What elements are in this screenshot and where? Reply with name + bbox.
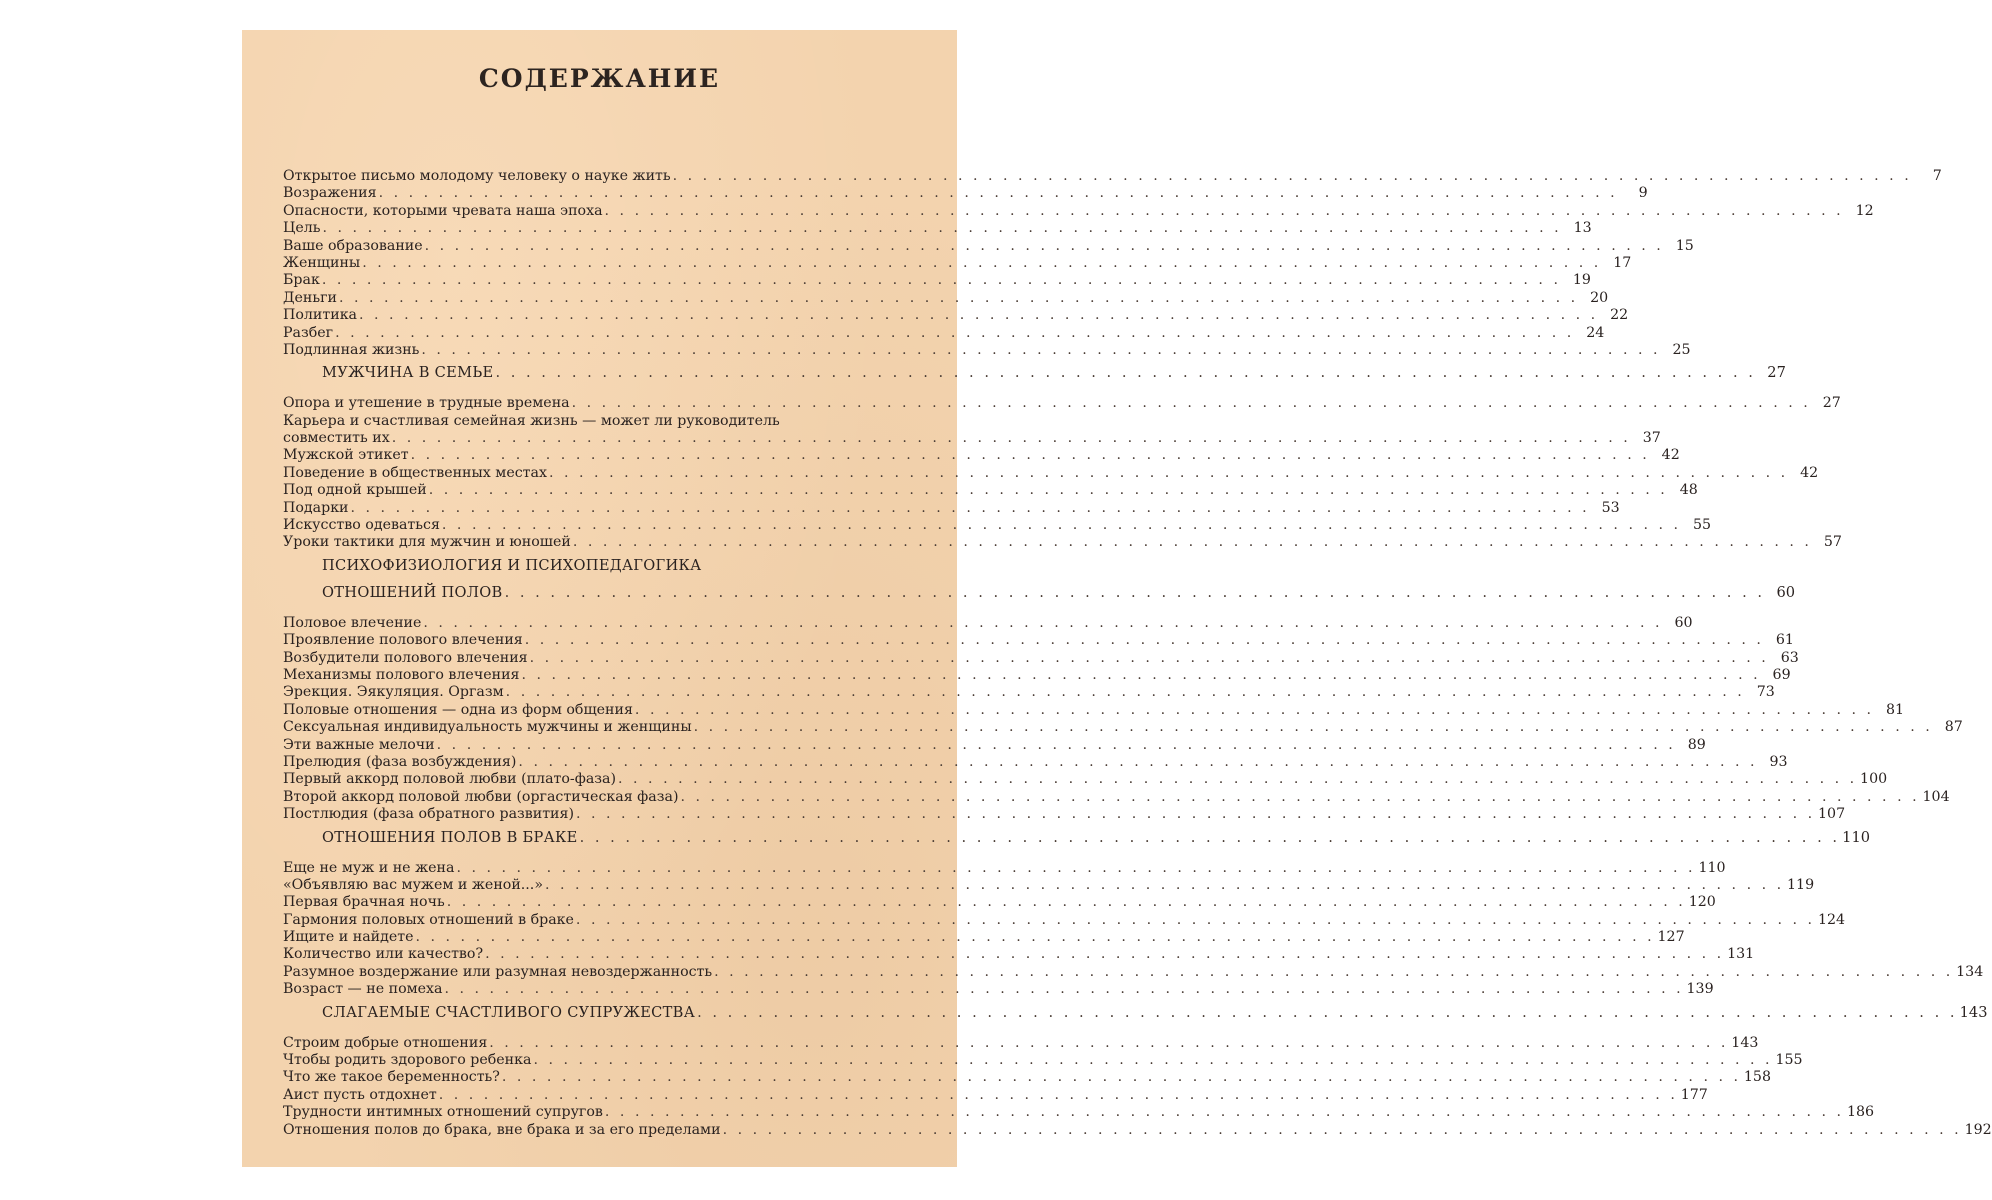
entry-title: Деньги (283, 289, 337, 306)
entry-title: Под одной крышей (283, 482, 427, 499)
section-title: МУЖЧИНА В СЕМЬЕ (322, 364, 494, 382)
dot-leader: . . . . . . . . . . . . . . . . . . . . . . . . . . . . . . . . . . . . . . . . . . . . . . . . . . . . . . . . . . . . . . . . . . . . . . . . . . . . . . . . . . . (529, 649, 1769, 666)
dot-leader: . . . . . . . . . . . . . . . . . . . . . . . . . . . . . . . . . . . . . . . . . . . . . . . . . . . . . . . . . . . . . . . . . . . . . . . . . . . . . . . . . . . (350, 499, 1590, 516)
dot-leader: . . . . . . . . . . . . . . . . . . . . . . . . . . . . . . . . . . . . . . . . . . . . . . . . . . . . . . . . . . . . . . . . . . . . . . . . . . . . . . . . . . . (521, 666, 1761, 683)
entry-title: Уроки тактики для мужчин и юношей (283, 534, 571, 551)
section-title: ОТНОШЕНИЙ ПОЛОВ (322, 583, 503, 601)
page-number: 27 (1822, 395, 1841, 412)
dot-leader: . . . . . . . . . . . . . . . . . . . . . . . . . . . . . . . . . . . . . . . . . . . . . . . . . . . . . . . . . . . . . . . . . . . . . . . . . . . . . . . . . . . (604, 202, 1844, 219)
toc-entry (283, 185, 1648, 202)
dot-leader: . . . . . . . . . . . . . . . . . . . . . . . . . . . . . . . . . . . . . . . . . . . . . . . . . . . . . . . . . . . . . . . . . . . . . . . . . . . . . . . . . . . (428, 482, 1668, 499)
entry-title: Подлинная жизнь (283, 341, 420, 358)
entry-title: Первый аккорд половой любви (плато-фаза) (283, 771, 617, 788)
entry-title: Строим добрые отношения (283, 1034, 488, 1051)
section-title: СЛАГАЕМЫЕ СЧАСТЛИВОГО СУПРУЖЕСТВА (322, 1003, 696, 1021)
dot-leader: . . . . . . . . . . . . . . . . . . . . . . . . . . . . . . . . . . . . . . . . . . . . . . . . . . . . . . . . . . . . . . . . . . . . . . . . . . . . . . . . . . . (378, 185, 1618, 202)
page-number: 104 (1922, 788, 1950, 805)
dot-leader: . . . . . . . . . . . . . . . . . . . . . . . . . . . . . . . . . . . . . . . . . . . . . . . . . . . . . . . . . . . . . . . . . . . . . . . . . . . . . . . . . . . (446, 894, 1686, 911)
page-number: 134 (1956, 963, 1984, 980)
entry-title: Половые отношения — одна из форм общения (283, 701, 633, 718)
toc-entry (283, 666, 1791, 684)
page-number: 110 (1842, 828, 1871, 846)
page-number: 192 (1964, 1121, 1992, 1138)
toc-entry (283, 395, 1841, 412)
entry-title: Ваше образование (283, 237, 423, 254)
page-number: 53 (1601, 499, 1620, 516)
dot-leader: . . . . . . . . . . . . . . . . . . . . . . . . . . . . . . . . . . . . . . . . . . . . . . . . . . . . . . . . . . . . . . . . . . . . . . . . . . . . . . . . . . . (423, 614, 1663, 631)
toc-entry (283, 1052, 1803, 1069)
entry-title: Половое влечение (283, 614, 422, 631)
dot-leader: . . . . . . . . . . . . . . . . . . . . . . . . . . . . . . . . . . . . . . . . . . . . . . . . . . . . . . . . . . . . . . . . . . . . . . . . . . . . . . . . . . . (415, 929, 1655, 946)
page-number: 131 (1727, 946, 1755, 963)
toc-entry (283, 534, 1842, 551)
page-number: 20 (1590, 289, 1609, 306)
toc-entry (283, 771, 1888, 788)
page-number: 42 (1661, 447, 1680, 464)
toc-entry (283, 220, 1592, 237)
page-number: 158 (1743, 1069, 1771, 1086)
entry-title: Первая брачная ночь (283, 894, 445, 911)
spacer (283, 1026, 921, 1035)
entry-title: Второй аккорд половой любви (оргастическая фаза) (283, 788, 679, 805)
table-of-contents (283, 167, 1992, 1139)
page-number: 73 (1756, 684, 1775, 701)
toc-entry (283, 202, 1874, 220)
toc-entry (283, 254, 1632, 272)
dot-leader: . . . . . . . . . . . . . . . . . . . . . . . . . . . . . . . . . . . . . . . . . . . . . . . . . . . . . . . . . . . . . . . . . . . . . . . . . . . . . . . . . . . (693, 719, 1933, 736)
dot-leader: . . . . . . . . . . . . . . . . . . . . . . . . . . . . . . . . . . . . . . . . . . . . . . . . . . . . . . . . . . . . . . . . . . . . . . . . . . . . . . . . . . . (436, 736, 1676, 753)
entry-line-2 (283, 430, 1661, 447)
entry-title: совместить их (283, 430, 390, 447)
toc-entry (283, 341, 1691, 359)
entry-title: Опасности, которыми чревата наша эпоха (283, 202, 603, 219)
page-number: 7 (1932, 167, 1942, 184)
entry-title: Разбег (283, 324, 334, 341)
section-heading-man-in-family (283, 359, 1786, 386)
entry-line-1: Карьера и счастливая семейная жизнь — может ли руководитель (283, 412, 780, 429)
entry-title: Женщины (283, 254, 361, 271)
page-number: 143 (1731, 1034, 1759, 1051)
page-number: 42 (1800, 464, 1819, 481)
spacer (283, 606, 921, 615)
toc-entry (283, 963, 1984, 981)
dot-leader: . . . . . . . . . . . . . . . . . . . . . . . . . . . . . . . . . . . . . . . . . . . . . . . . . . . . . . . . . . . . . . . . . . . . . . . . . . . . . . . . . . . (576, 806, 1816, 823)
dot-leader: . . . . . . . . . . . . . . . . . . . . . . . . . . . . . . . . . . . . . . . . . . . . . . . . . . . . . . . . . . . . . . . . . . . . . . . . . . . . . . . . . . . (518, 753, 1758, 770)
page-number: 177 (1680, 1086, 1708, 1103)
page-number: 69 (1772, 666, 1791, 683)
entry-title: Возражения (283, 185, 377, 202)
page-number: 60 (1776, 583, 1796, 601)
page-number: 110 (1698, 859, 1726, 876)
page-number: 37 (1642, 430, 1661, 447)
dot-leader: . . . . . . . . . . . . . . . . . . . . . . . . . . . . . . . . . . . . . . . . . . . . . . . . . . . . . . . . . . . . . . . . . . . . . . . . . . . . . . . . . . . (362, 254, 1602, 271)
toc-entry (283, 1069, 1771, 1086)
page-number: 17 (1613, 254, 1632, 271)
dot-leader: . . . . . . . . . . . . . . . . . . . . . . . . . . . . . . . . . . . . . . . . . . . . . . . . . . . . . . . . . . . . . . . . . . . . . . . . . . . . . . . . . . . (335, 324, 1575, 341)
section-title: ПСИХОФИЗИОЛОГИЯ И ПСИХОПЕДАГОГИКА (322, 556, 702, 574)
page-number: 186 (1846, 1104, 1875, 1121)
dot-leader: . . . . . . . . . . . . . . . . . . . . . . . . . . . . . . . . . . . . . . . . . . . . . . . . . . . . . . . . . . . . . . . . . . . . . . . . . . . . . . . . . . . (410, 447, 1650, 464)
page-number: 12 (1855, 202, 1874, 219)
page-number: 119 (1787, 876, 1815, 893)
dot-leader: . . . . . . . . . . . . . . . . . . . . . . . . . . . . . . . . . . . . . . . . . . . . . . . . . . . . . . . . . . . . . . . . . . . . . . . . . . . . . . . . . . . (421, 341, 1661, 358)
page-number: 13 (1573, 220, 1592, 237)
toc-entry (283, 911, 1846, 929)
entry-title: Чтобы родить здорового ребенка (283, 1052, 532, 1069)
page-number: 25 (1672, 341, 1691, 358)
entry-title: Возбудители полового влечения (283, 649, 528, 666)
toc-entry (283, 1121, 1992, 1139)
entry-title: Возраст — не помеха (283, 981, 443, 998)
toc-entry (283, 324, 1605, 342)
dot-leader: . . . . . . . . . . . . . . . . . . . . . . . . . . . . . . . . . . . . . . . . . . . . . . . . . . . . . . . . . . . . . . . . . . . . . . . . . . . . . . . . . . . (444, 981, 1684, 998)
dot-leader: . . . . . . . . . . . . . . . . . . . . . . . . . . . . . . . . . . . . . . . . . . . . . . . . . . . . . . . . . . . . . . . . . . . . . . . . . . . . . . . . . . . (634, 701, 1875, 718)
entry-title: Количество или качество? (283, 946, 484, 963)
section-title: ОТНОШЕНИЯ ПОЛОВ В БРАКЕ (322, 828, 578, 846)
entry-title: Поведение в общественных местах (283, 464, 547, 481)
page-title: СОДЕРЖАНИЕ (478, 64, 721, 93)
entry-title: Открытое письмо молодому человеку о науке жить (283, 167, 671, 184)
dot-leader: . . . . . . . . . . . . . . . . . . . . . . . . . . . . . . . . . . . . . . . . . . . . . . . . . . . . . . . . . . . . . . . . . . . . . . . . . . . . . . . . . . . (495, 364, 1756, 382)
dot-leader: . . . . . . . . . . . . . . . . . . . . . . . . . . . . . . . . . . . . . . . . . . . . . . . . . . . . . . . . . . . . . . . . . . . . . . . . . . . . . . . . . . . (391, 430, 1631, 447)
entry-title: «Объявляю вас мужем и женой...» (283, 876, 543, 893)
page-number: 127 (1657, 929, 1685, 946)
toc-entry-multiline (283, 412, 1661, 448)
entry-title: Гармония половых отношений в браке (283, 911, 574, 928)
book-page (242, 30, 1992, 1167)
page-number: 48 (1679, 482, 1698, 499)
entry-title: Проявление полового влечения (283, 632, 523, 649)
page-number: 61 (1775, 632, 1794, 649)
page-number: 124 (1817, 911, 1846, 928)
toc-entry (283, 1034, 1759, 1052)
dot-leader: . . . . . . . . . . . . . . . . . . . . . . . . . . . . . . . . . . . . . . . . . . . . . . . . . . . . . . . . . . . . . . . . . . . . . . . . . . . . . . . . . . . (575, 911, 1816, 928)
entry-title: Сексуальная индивидуальность мужчины и женщины (283, 719, 692, 736)
dot-leader: . . . . . . . . . . . . . . . . . . . . . . . . . . . . . . . . . . . . . . . . . . . . . . . . . . . . . . . . . . . . . . . . . . . . . . . . . . . . . . . . . . . (549, 464, 1789, 481)
spacer (283, 386, 921, 395)
toc-entry (283, 684, 1775, 701)
entry-title: Мужской этикет (283, 447, 409, 464)
toc-entry (283, 272, 1591, 289)
toc-entry (283, 499, 1620, 517)
dot-leader: . . . . . . . . . . . . . . . . . . . . . . . . . . . . . . . . . . . . . . . . . . . . . . . . . . . . . . . . . . . . . . . . . . . . . . . . . . . . . . . . . . . (424, 237, 1664, 254)
dot-leader: . . . . . . . . . . . . . . . . . . . . . . . . . . . . . . . . . . . . . . . . . . . . . . . . . . . . . . . . . . . . . . . . . . . . . . . . . . . . . . . . . . . (697, 1003, 1958, 1021)
toc-entry (283, 649, 1799, 667)
toc-entry (283, 482, 1698, 499)
section-heading-happy-marriage (283, 999, 1988, 1026)
entry-title: Эти важные мелочи (283, 736, 435, 753)
dot-leader: . . . . . . . . . . . . . . . . . . . . . . . . . . . . . . . . . . . . . . . . . . . . . . . . . . . . . . . . . . . . . . . . . . . . . . . . . . . . . . . . . . . (545, 876, 1785, 893)
entry-title: Постлюдия (фаза обратного развития) (283, 806, 574, 823)
toc-entry (283, 753, 1788, 771)
page-number: 120 (1688, 894, 1716, 911)
dot-leader: . . . . . . . . . . . . . . . . . . . . . . . . . . . . . . . . . . . . . . . . . . . . . . . . . . . . . . . . . . . . . . . . . . . . . . . . . . . . . . . . . . . (501, 1069, 1741, 1086)
dot-leader: . . . . . . . . . . . . . . . . . . . . . . . . . . . . . . . . . . . . . . . . . . . . . . . . . . . . . . . . . . . . . . . . . . . . . . . . . . . . . . . . . . . (441, 517, 1682, 534)
dot-leader: . . . . . . . . . . . . . . . . . . . . . . . . . . . . . . . . . . . . . . . . . . . . . . . . . . . . . . . . . . . . . . . . . . . . . . . . . . . . . . . . . . . (579, 828, 1841, 846)
dot-leader: . . . . . . . . . . . . . . . . . . . . . . . . . . . . . . . . . . . . . . . . . . . . . . . . . . . . . . . . . . . . . . . . . . . . . . . . . . . . . . . . . . . (485, 946, 1725, 963)
dot-leader: . . . . . . . . . . . . . . . . . . . . . . . . . . . . . . . . . . . . . . . . . . . . . . . . . . . . . . . . . . . . . . . . . . . . . . . . . . . . . . . . . . . (505, 684, 1745, 701)
toc-entry (283, 788, 1950, 806)
toc-entry (283, 806, 1846, 823)
page-number: 63 (1780, 649, 1799, 666)
entry-title: Что же такое беременность? (283, 1069, 500, 1086)
toc-entry (283, 701, 1905, 719)
toc-entry (283, 946, 1755, 963)
entry-title: Искусство одеваться (283, 517, 440, 534)
entry-title: Подарки (283, 499, 349, 516)
page-number: 143 (1959, 1003, 1988, 1021)
toc-entry (283, 894, 1716, 911)
dot-leader: . . . . . . . . . . . . . . . . . . . . . . . . . . . . . . . . . . . . . . . . . . . . . . . . . . . . . . . . . . . . . . . . . . . . . . . . . . . . . . . . . . . (489, 1034, 1729, 1051)
entry-title: Ищите и найдете (283, 929, 414, 946)
dot-leader: . . . . . . . . . . . . . . . . . . . . . . . . . . . . . . . . . . . . . . . . . . . . . . . . . . . . . . . . . . . . . . . . . . . . . . . . . . . . . . . . . . . (572, 534, 1812, 551)
dot-leader: . . . . . . . . . . . . . . . . . . . . . . . . . . . . . . . . . . . . . . . . . . . . . . . . . . . . . . . . . . . . . . . . . . . . . . . . . . . . . . . . . . . (438, 1086, 1678, 1103)
page-number: 55 (1692, 517, 1712, 534)
page-number: 24 (1586, 324, 1605, 341)
toc-entry (283, 167, 1942, 185)
dot-leader: . . . . . . . . . . . . . . . . . . . . . . . . . . . . . . . . . . . . . . . . . . . . . . . . . . . . . . . . . . . . . . . . . . . . . . . . . . . . . . . . . . . (321, 272, 1561, 289)
page-number: 139 (1686, 981, 1714, 998)
page-number: 81 (1885, 701, 1905, 718)
page-number: 155 (1775, 1052, 1803, 1069)
toc-entry (283, 1086, 1708, 1104)
toc-entry (283, 981, 1714, 998)
spacer (283, 851, 921, 860)
page-number: 15 (1675, 237, 1694, 254)
toc-entry (283, 876, 1815, 894)
toc-entry (283, 237, 1694, 255)
toc-entry (283, 632, 1794, 649)
toc-entry (283, 719, 1963, 736)
dot-leader: . . . . . . . . . . . . . . . . . . . . . . . . . . . . . . . . . . . . . . . . . . . . . . . . . . . . . . . . . . . . . . . . . . . . . . . . . . . . . . . . . . . (359, 307, 1599, 324)
toc-entry (283, 307, 1629, 324)
entry-title: Цель (283, 220, 321, 237)
entry-title: Отношения полов до брака, вне брака и за его пределами (283, 1121, 721, 1138)
toc-entry (283, 464, 1819, 482)
toc-entry (283, 859, 1726, 877)
page-number: 60 (1674, 614, 1693, 631)
toc-entry (283, 447, 1680, 464)
dot-leader: . . . . . . . . . . . . . . . . . . . . . . . . . . . . . . . . . . . . . . . . . . . . . . . . . . . . . . . . . . . . . . . . . . . . . . . . . . . . . . . . . . . (672, 167, 1912, 184)
toc-entry (283, 614, 1693, 632)
dot-leader: . . . . . . . . . . . . . . . . . . . . . . . . . . . . . . . . . . . . . . . . . . . . . . . . . . . . . . . . . . . . . . . . . . . . . . . . . . . . . . . . . . . (714, 963, 1954, 980)
page-number: 89 (1687, 736, 1706, 753)
toc-entry (283, 289, 1609, 307)
dot-leader: . . . . . . . . . . . . . . . . . . . . . . . . . . . . . . . . . . . . . . . . . . . . . . . . . . . . . . . . . . . . . . . . . . . . . . . . . . . . . . . . . . . (456, 859, 1696, 876)
entry-title: Прелюдия (фаза возбуждения) (283, 753, 517, 770)
entry-title: Еще не муж и не жена (283, 859, 455, 876)
page-number: 57 (1823, 534, 1842, 551)
dot-leader: . . . . . . . . . . . . . . . . . . . . . . . . . . . . . . . . . . . . . . . . . . . . . . . . . . . . . . . . . . . . . . . . . . . . . . . . . . . . . . . . . . . (618, 771, 1858, 788)
section-heading-relations-of-sexes (283, 579, 1796, 606)
page-number: 19 (1572, 272, 1591, 289)
page-number: 93 (1769, 753, 1788, 770)
toc-entry (283, 1104, 1875, 1121)
dot-leader: . . . . . . . . . . . . . . . . . . . . . . . . . . . . . . . . . . . . . . . . . . . . . . . . . . . . . . . . . . . . . . . . . . . . . . . . . . . . . . . . . . . (339, 289, 1579, 306)
entry-title: Разумное воздержание или разумная невоздержанность (283, 963, 713, 980)
entry-title: Политика (283, 307, 358, 324)
entry-title: Брак (283, 272, 320, 289)
dot-leader: . . . . . . . . . . . . . . . . . . . . . . . . . . . . . . . . . . . . . . . . . . . . . . . . . . . . . . . . . . . . . . . . . . . . . . . . . . . . . . . . . . . (533, 1052, 1773, 1069)
entry-title: Трудности интимных отношений супругов (283, 1104, 603, 1121)
entry-title: Механизмы полового влечения (283, 666, 520, 683)
dot-leader: . . . . . . . . . . . . . . . . . . . . . . . . . . . . . . . . . . . . . . . . . . . . . . . . . . . . . . . . . . . . . . . . . . . . . . . . . . . . . . . . . . . (722, 1121, 1962, 1138)
entry-title: Эрекция. Эякуляция. Оргазм (283, 684, 504, 701)
page-number: 27 (1767, 364, 1786, 382)
dot-leader: . . . . . . . . . . . . . . . . . . . . . . . . . . . . . . . . . . . . . . . . . . . . . . . . . . . . . . . . . . . . . . . . . . . . . . . . . . . . . . . . . . . (524, 632, 1764, 649)
dot-leader: . . . . . . . . . . . . . . . . . . . . . . . . . . . . . . . . . . . . . . . . . . . . . . . . . . . . . . . . . . . . . . . . . . . . . . . . . . . . . . . . . . . (604, 1104, 1845, 1121)
dot-leader: . . . . . . . . . . . . . . . . . . . . . . . . . . . . . . . . . . . . . . . . . . . . . . . . . . . . . . . . . . . . . . . . . . . . . . . . . . . . . . . . . . . (504, 583, 1766, 601)
dot-leader: . . . . . . . . . . . . . . . . . . . . . . . . . . . . . . . . . . . . . . . . . . . . . . . . . . . . . . . . . . . . . . . . . . . . . . . . . . . . . . . . . . . (571, 395, 1811, 412)
entry-title: Аист пусть отдохнет (283, 1086, 437, 1103)
section-heading-relations-in-marriage (283, 824, 1871, 851)
toc-entry (283, 929, 1685, 946)
page-number: 22 (1610, 307, 1629, 324)
toc-entry (283, 517, 1712, 534)
page-number: 87 (1944, 719, 1963, 736)
page-number: 107 (1818, 806, 1846, 823)
page-number: 9 (1638, 185, 1648, 202)
section-heading-psychophysiology (283, 552, 921, 579)
entry-title: Опора и утешение в трудные времена (283, 395, 570, 412)
dot-leader: . . . . . . . . . . . . . . . . . . . . . . . . . . . . . . . . . . . . . . . . . . . . . . . . . . . . . . . . . . . . . . . . . . . . . . . . . . . . . . . . . . . (322, 220, 1562, 237)
dot-leader: . . . . . . . . . . . . . . . . . . . . . . . . . . . . . . . . . . . . . . . . . . . . . . . . . . . . . . . . . . . . . . . . . . . . . . . . . . . . . . . . . . . (680, 788, 1920, 805)
page-number: 100 (1860, 771, 1888, 788)
toc-entry (283, 736, 1706, 754)
